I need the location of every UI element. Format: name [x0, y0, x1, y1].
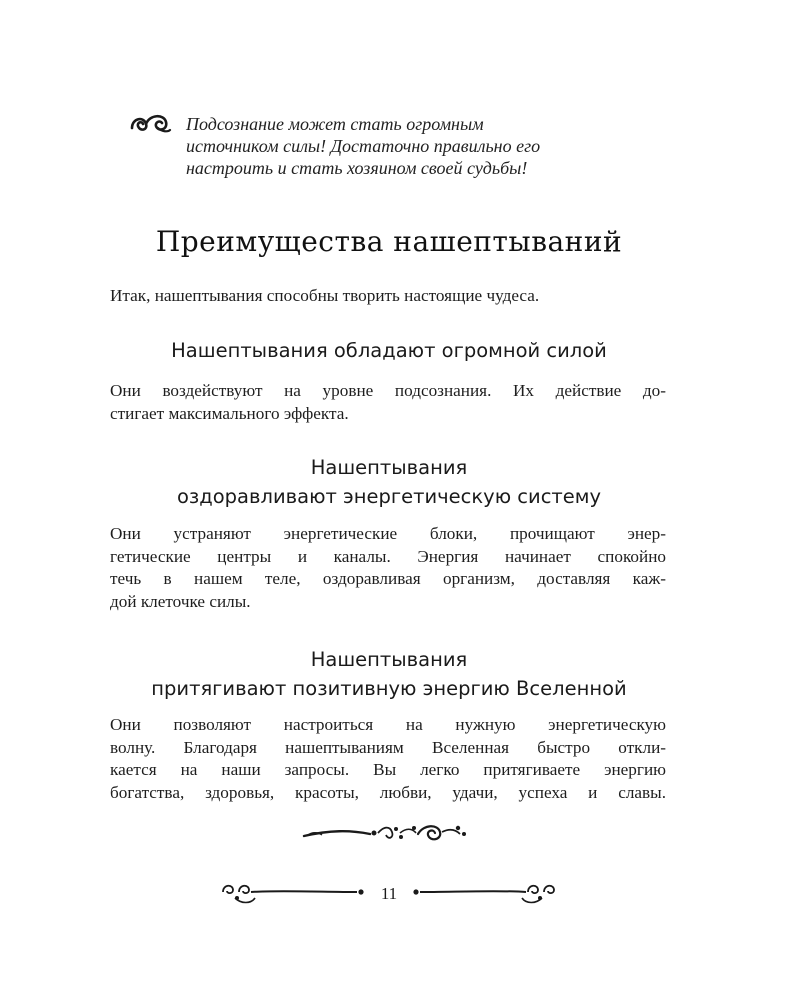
note-text	[186, 113, 646, 179]
footer-ornament-left-icon	[215, 878, 365, 908]
section-paragraph	[110, 380, 666, 425]
intro-paragraph: Итак, нашептывания способны творить настоящие чудеса.	[110, 286, 540, 305]
paragraph-line: Они воздействуют на уровне подсознания. Их действие до-	[110, 381, 666, 400]
page-title: Преимущества нашептываний	[155, 225, 623, 258]
flourish-divider-icon	[300, 818, 480, 850]
paragraph-line: дой клеточке силы.	[110, 591, 251, 611]
paragraph-line: гетические центры и каналы. Энергия начинает спокойно	[110, 546, 666, 566]
section-heading	[0, 336, 778, 365]
paragraph-line: стигает максимального эффекта.	[110, 403, 349, 423]
footer-ornament-right-icon	[412, 878, 562, 908]
section-heading-line: Нашептывания обладают огромной силой	[171, 339, 607, 362]
page-number: 11	[380, 884, 398, 903]
paragraph-line: Они устраняют энергетические блоки, прочищают энер-	[110, 524, 666, 543]
paragraph-line: Они позволяют настроиться на нужную энергетическую	[110, 715, 666, 734]
paragraph-line: богатства, здоровья, красоты, любви, удачи, успеха и славы.	[110, 782, 666, 802]
section-heading-line: оздоравливают энергетическую систему	[176, 485, 602, 508]
swirl-ornament-icon	[128, 110, 172, 138]
section-paragraph	[110, 714, 666, 804]
section-heading	[0, 453, 778, 511]
paragraph-line: течь в нашем теле, оздоравливая организм, доставляя каж-	[110, 569, 666, 589]
note-line: источником силы! Достаточно правильно его	[186, 136, 541, 156]
section-heading-line: Нашептывания	[310, 648, 468, 671]
section-paragraph	[110, 523, 666, 613]
note-line: настроить и стать хозяином своей судьбы!	[186, 158, 528, 178]
section-heading-line: Нашептывания	[310, 456, 468, 479]
paragraph-line: волну. Благодаря нашептываниям Вселенная быстро откли-	[110, 737, 666, 757]
paragraph-line: кается на наши запросы. Вы легко притягиваете энергию	[110, 760, 666, 780]
note-line: Подсознание может стать огромным	[186, 114, 484, 134]
section-heading	[0, 645, 778, 703]
section-heading-line: притягивают позитивную энергию Вселенной	[151, 677, 627, 700]
